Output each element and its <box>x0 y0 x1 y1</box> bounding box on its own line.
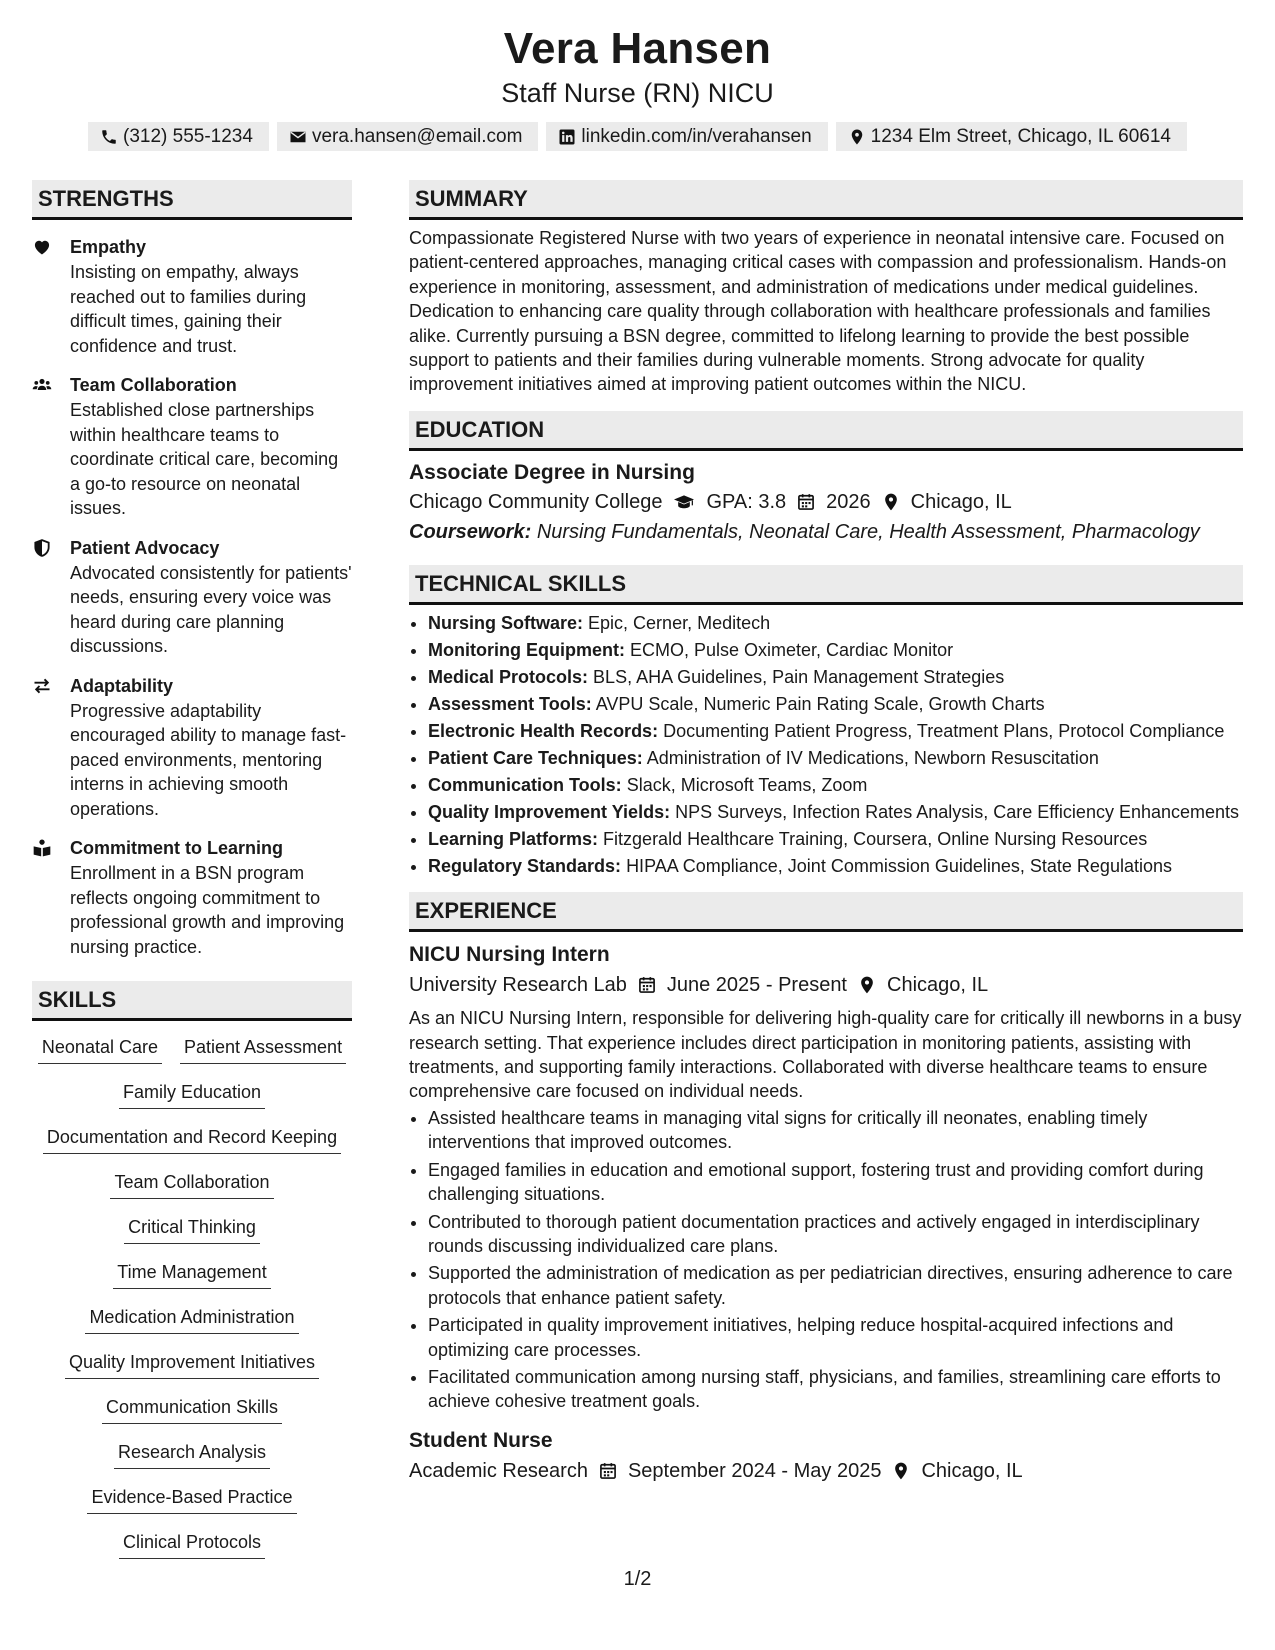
skill-row <box>32 1125 352 1170</box>
candidate-name: Vera Hansen <box>503 24 772 73</box>
list-item <box>428 854 1243 878</box>
skills-list <box>32 1035 352 1575</box>
list-item: • Supported the administration of medication as per pediatrician directives, ensuring adherence to care protocols that enhance patient safety. <box>428 1261 1243 1310</box>
job-location: Chicago, IL <box>887 974 989 997</box>
page-number: 1/2 <box>623 1568 652 1590</box>
tech-skill-label: Assessment Tools: <box>428 693 592 714</box>
tech-skill-value: BLS, AHA Guidelines, Pain Management Strategies <box>593 666 1005 687</box>
tech-skill-value: Epic, Cerner, Meditech <box>588 612 771 633</box>
skill-row <box>32 1350 352 1395</box>
graduation-year: 2026 <box>826 490 871 513</box>
job-location: Chicago, IL <box>921 1459 1023 1482</box>
summary-text: Compassionate Registered Nurse with two years of experience in neonatal intensive care. Focused on patient-centered approaches, managing critical cases with compassion and professionalism. Hands-on experience in monitoring, assessment, and administration of medications under medical guidelines. Dedication to enhancing care quality through collaboration with healthcare professionals and families alike. Currently pursuing a BSN degree, committed to lifelong learning to provide the best possible support to patients and their families during vulnerable moments. Strong advocate for quality improvement initiatives aimed at improving patient outcomes within the NICU. <box>409 228 1227 395</box>
skill-row <box>32 1260 352 1305</box>
skill-tag: Research Analysis <box>114 1440 270 1469</box>
education-location: Chicago, IL <box>910 490 1012 513</box>
job-bullets <box>409 1106 1243 1414</box>
list-item <box>428 692 1243 716</box>
phone-text: (312) 555-1234 <box>123 126 253 147</box>
linkedin-icon <box>558 128 576 146</box>
job-dates: June 2025 - Present <box>666 974 847 997</box>
shield-icon <box>32 535 70 659</box>
coursework-list: Nursing Fundamentals, Neonatal Care, Health Assessment, Pharmacology <box>536 520 1200 543</box>
left-column <box>32 180 352 1575</box>
technical-skills-heading: TECHNICAL SKILLS <box>409 565 1243 605</box>
contact-linkedin[interactable] <box>546 122 827 151</box>
skill-tag: Time Management <box>113 1260 270 1289</box>
tech-skill-value: HIPAA Compliance, Joint Commission Guidelines, State Regulations <box>626 855 1172 876</box>
tech-skill-label: Medical Protocols: <box>428 666 589 687</box>
school-name: Chicago Community College <box>409 490 663 513</box>
skill-row <box>32 1395 352 1440</box>
experience-section <box>409 940 1243 1486</box>
job-meta <box>409 970 1243 1000</box>
tech-skill-label: Quality Improvement Yields: <box>428 801 671 822</box>
email-icon <box>289 128 307 146</box>
skill-row <box>32 1035 352 1080</box>
heart-icon <box>32 234 70 358</box>
summary-heading: SUMMARY <box>409 180 1243 220</box>
calendar-icon <box>796 492 816 512</box>
tech-skill-value: Slack, Microsoft Teams, Zoom <box>626 774 868 795</box>
experience-heading: EXPERIENCE <box>409 892 1243 932</box>
strength-desc: Progressive adaptability encouraged ability to manage fast-paced environments, mentoring interns in achieving smooth operations. <box>70 700 347 819</box>
tech-skill-label: Regulatory Standards: <box>428 855 622 876</box>
tech-skill-label: Electronic Health Records: <box>428 720 659 741</box>
list-item: • Contributed to thorough patient documentation practices and actively engaged in interdisciplinary rounds discussing individualized care plans. <box>428 1210 1243 1259</box>
technical-skills-list <box>409 611 1243 878</box>
skills-heading: SKILLS <box>32 981 352 1021</box>
skill-row <box>32 1305 352 1350</box>
strengths-heading: STRENGTHS <box>32 180 352 220</box>
list-item: • Facilitated communication among nursing staff, physicians, and families, streamlining care efforts to achieve cohesive treatment goals. <box>428 1365 1243 1414</box>
education-heading: EDUCATION <box>409 411 1243 451</box>
linkedin-text[interactable]: linkedin.com/in/verahansen <box>581 126 812 147</box>
tech-skill-value: Documenting Patient Progress, Treatment Plans, Protocol Compliance <box>663 720 1225 741</box>
users-icon <box>32 372 70 521</box>
strength-item <box>32 535 352 659</box>
strength-title: Empathy <box>70 237 147 257</box>
tech-skill-label: Learning Platforms: <box>428 828 599 849</box>
contact-phone <box>88 122 269 151</box>
list-item <box>428 665 1243 689</box>
coursework-label: Coursework: <box>409 520 532 543</box>
skill-tag: Quality Improvement Initiatives <box>65 1350 319 1379</box>
skill-tag: Medication Administration <box>85 1305 298 1334</box>
list-item: • Assisted healthcare teams in managing vital signs for critically ill neonates, enabling timely interventions that improved outcomes. <box>428 1106 1243 1155</box>
list-item <box>428 746 1243 770</box>
job-title: Student Nurse <box>409 1428 553 1452</box>
job-title: NICU Nursing Intern <box>409 943 610 967</box>
skill-tag: Team Collaboration <box>110 1170 273 1199</box>
graduation-cap-icon <box>672 492 696 512</box>
skill-tag: Family Education <box>119 1080 265 1109</box>
strength-item <box>32 835 352 959</box>
list-item <box>428 638 1243 662</box>
degree-title: Associate Degree in Nursing <box>409 460 695 484</box>
skill-tag: Communication Skills <box>102 1395 282 1424</box>
contact-address <box>836 122 1187 151</box>
strength-title: Adaptability <box>70 675 174 696</box>
strength-desc: Advocated consistently for patients' needs, ensuring every voice was heard during care planning discussions. <box>70 562 352 656</box>
location-pin-icon <box>891 1461 911 1481</box>
skill-row <box>32 1170 352 1215</box>
skill-row <box>32 1485 352 1530</box>
tech-skill-label: Monitoring Equipment: <box>428 639 625 660</box>
strength-title: Commitment to Learning <box>70 838 284 858</box>
strength-desc: Established close partnerships within healthcare teams to coordinate critical care, becoming a go-to resource on neonatal issues. <box>70 400 339 518</box>
contact-email[interactable] <box>277 122 538 151</box>
tech-skill-value: Administration of IV Medications, Newborn Resuscitation <box>646 747 1099 768</box>
tech-skill-value: AVPU Scale, Numeric Pain Rating Scale, Growth Charts <box>595 693 1045 714</box>
skill-tag: Clinical Protocols <box>119 1530 265 1559</box>
arrows-swap-icon <box>32 673 70 822</box>
list-item <box>428 773 1243 797</box>
resume-header <box>0 0 1275 151</box>
strength-desc: Enrollment in a BSN program reflects ongoing commitment to professional growth and improving nursing practice. <box>70 863 345 957</box>
skill-tag: Documentation and Record Keeping <box>43 1125 341 1154</box>
tech-skill-label: Communication Tools: <box>428 774 622 795</box>
job-org: University Research Lab <box>409 974 627 997</box>
skill-row <box>32 1215 352 1260</box>
strength-title: Patient Advocacy <box>70 537 220 558</box>
job-description: As an NICU Nursing Intern, responsible for delivering high-quality care for critically ill newborns in a busy research setting. That experience includes direct participation in monitoring patients, assisting with treatments, and supporting family interactions. Collaborated with diverse healthcare teams to ensure comprehensive care focused on individual needs. <box>409 1008 1242 1102</box>
strength-item <box>32 372 352 521</box>
email-text[interactable]: vera.hansen@email.com <box>311 126 523 147</box>
job-org: Academic Research <box>409 1459 588 1482</box>
tech-skill-label: Patient Care Techniques: <box>428 747 643 768</box>
list-item <box>428 827 1243 851</box>
strength-title: Team Collaboration <box>70 375 237 395</box>
address-text: 1234 Elm Street, Chicago, IL 60614 <box>870 126 1171 147</box>
book-reader-icon <box>32 835 70 959</box>
tech-skill-value: Fitzgerald Healthcare Training, Coursera, Online Nursing Resources <box>603 828 1148 849</box>
list-item <box>428 719 1243 743</box>
job-dates: September 2024 - May 2025 <box>627 1459 882 1482</box>
skill-row <box>32 1440 352 1485</box>
candidate-title: Staff Nurse (RN) NICU <box>501 78 774 108</box>
list-item <box>428 611 1243 635</box>
coursework <box>409 517 1243 547</box>
strength-desc: Insisting on empathy, always reached out to families during difficult times, gaining their confidence and trust. <box>70 262 307 356</box>
contact-bar <box>0 122 1275 151</box>
strength-item <box>32 234 352 358</box>
right-column <box>409 180 1243 1486</box>
strength-item <box>32 673 352 822</box>
calendar-icon <box>637 975 657 995</box>
location-pin-icon <box>857 975 877 995</box>
location-pin-icon <box>881 492 901 512</box>
tech-skill-value: ECMO, Pulse Oximeter, Cardiac Monitor <box>629 639 954 660</box>
calendar-icon <box>598 1461 618 1481</box>
gpa-text: GPA: 3.8 <box>706 490 787 513</box>
education-meta <box>409 487 1243 517</box>
skill-row <box>32 1080 352 1125</box>
skill-tag: Critical Thinking <box>124 1215 260 1244</box>
tech-skill-label: Nursing Software: <box>428 612 584 633</box>
skill-tag: Neonatal Care <box>38 1035 162 1064</box>
phone-icon <box>100 128 118 146</box>
list-item: • Participated in quality improvement initiatives, helping reduce hospital-acquired infections and optimizing care processes. <box>428 1313 1243 1362</box>
list-item: • Engaged families in education and emotional support, fostering trust and providing comfort during challenging situations. <box>428 1158 1243 1207</box>
job-meta <box>409 1456 1243 1486</box>
skill-tag: Patient Assessment <box>180 1035 346 1064</box>
tech-skill-value: NPS Surveys, Infection Rates Analysis, Care Efficiency Enhancements <box>675 801 1240 822</box>
list-item <box>428 800 1243 824</box>
location-pin-icon <box>848 128 866 146</box>
skill-tag: Evidence-Based Practice <box>87 1485 296 1514</box>
